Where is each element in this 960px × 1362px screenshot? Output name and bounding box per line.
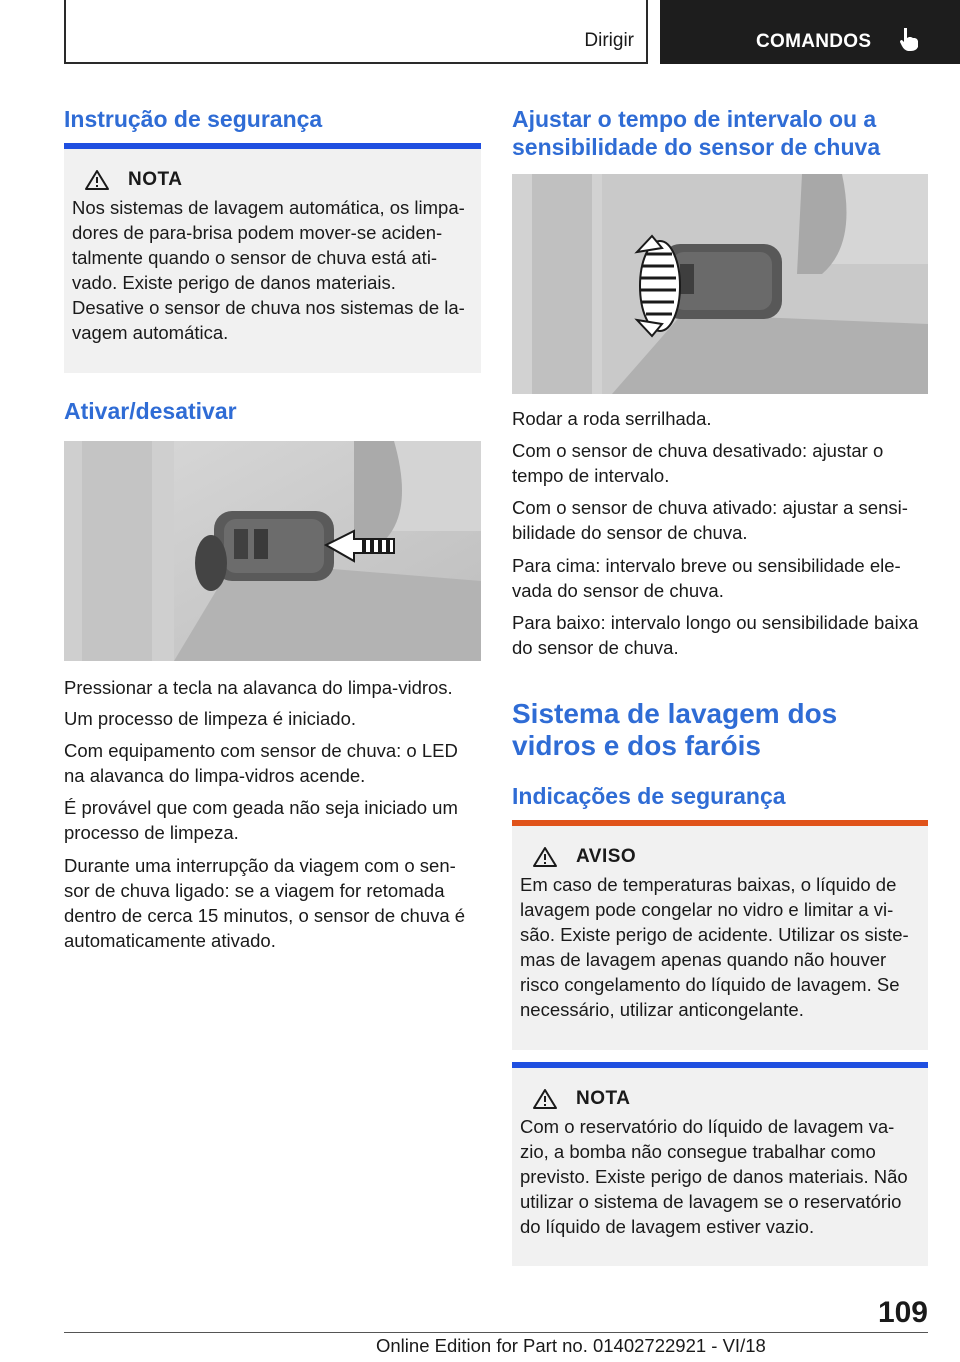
heading-safety-indications: Indicações de segurança [512,783,786,809]
note-text-2: Com o reservatório do líquido de lavagem va-zio, a bomba não consegue trabalhar como previsto. Existe perigo de danos materiais. Não utilizar o sistema de lavagem se o reservatório do líquido de lavagem estiver vazio. [520,1116,908,1237]
wiper-button-illustration [64,441,481,661]
para-sensor-on: Com o sensor de chuva ativado: ajustar a sensi-bilidade do sensor de chuva. [512,497,908,543]
warning-label: AVISO [576,846,637,867]
chapter-label: COMANDOS [756,31,872,52]
para-frost: É provável que com geada não seja iniciado um processo de limpeza. [64,797,458,843]
warning-triangle-icon [84,169,110,191]
heading-safety: Instrução de segurança [64,106,323,132]
note-box-2 [512,1062,928,1266]
warning-triangle-icon [532,846,558,868]
page-number: 109 [877,1296,928,1329]
para-cleaning-started: Um processo de limpeza é iniciado. [64,708,357,729]
warning-box [512,820,928,1050]
section-label: Dirigir [584,30,634,51]
note-label: NOTA [128,169,183,190]
para-press-button: Pressionar a tecla na alavanca do limpa-vidros. [64,677,453,698]
note-title [84,169,473,191]
para-down: Para baixo: intervalo longo ou sensibilidade baixa do sensor de chuva. [512,612,919,658]
heading-interval: Ajustar o tempo de intervalo ou a sensibilidade do sensor de chuva [512,106,881,160]
note-text: Nos sistemas de lavagem automática, os limpa-dores de para-brisa podem mover-se aciden-talmente quando o sensor de chuva está ati-vado. Existe perigo de danos materiais. Desative o sensor de chuva nos sistemas de la-vagem automática. [72,197,465,343]
footer-divider [64,1332,928,1333]
header-section-tab [64,0,648,64]
warning-triangle-icon [532,1088,558,1110]
pointing-hand-icon [896,26,922,57]
para-sensor-off: Com o sensor de chuva desativado: ajustar o tempo de intervalo. [512,440,884,486]
note-label-2: NOTA [576,1088,631,1109]
para-led: Com equipamento com sensor de chuva: o LED na alavanca do limpa-vidros acende. [64,740,458,786]
heading-washer-system: Sistema de lavagem dos vidros e dos faróis [512,698,838,761]
header-chapter-tab [660,0,960,64]
para-up: Para cima: intervalo breve ou sensibilidade ele-vada do sensor de chuva. [512,555,901,601]
note-title-2 [532,1088,920,1110]
para-interruption: Durante uma interrupção da viagem com o sen-sor de chuva ligado: se a viagem for retomada dentro de cerca 15 minutos, o sensor de chuva é automaticamente ativado. [64,855,466,951]
warning-text: Em caso de temperaturas baixas, o líquido de lavagem pode congelar no vidro e limitar a vi-são. Existe perigo de acidente. Utilizar os siste-mas de lavagem apenas quando não houver risco congelamento do líquido de lavagem. Se necessário, utilizar anticongelante. [520,874,909,1020]
knurled-wheel-illustration [512,174,928,394]
note-box [64,143,481,373]
warning-title [532,846,920,868]
para-rotate-wheel: Rodar a roda serrilhada. [512,408,712,429]
heading-toggle: Ativar/desativar [64,398,237,424]
edition-text: Online Edition for Part no. 01402722921 - VI/18 [376,1335,766,1356]
